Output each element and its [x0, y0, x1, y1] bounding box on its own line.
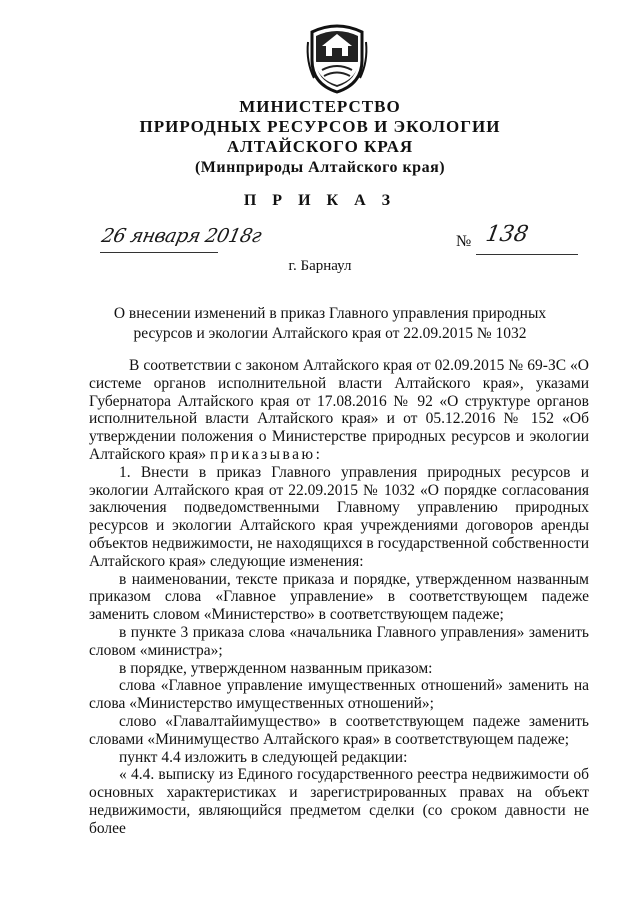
order-subject — [110, 304, 550, 344]
number-label: № — [456, 233, 472, 250]
preamble-text: В соответствии с законом Алтайского края от 02.09.2015 № 69-ЗС «О системе органов исполнительной власти Алтайского края», указами Губернатора Алтайского края от 17.08.2016 № 92 «О структуре органов исполнительной власти Алтайского края» и от 05.12.2016 № 152 «Об утверждении положения о Министерстве природных ресурсов и экологии Алтайского края» — [89, 357, 589, 463]
handwritten-date: 26 января 2018г — [99, 225, 264, 247]
date-underline — [100, 252, 218, 253]
subject-line2: ресурсов и экологии Алтайского края от 22.09.2015 № 1032 — [133, 325, 527, 342]
order-word: приказываю: — [209, 445, 323, 463]
document-body — [89, 357, 589, 838]
preamble-paragraph — [89, 357, 589, 464]
paragraph-point-4-4: пункт 4.4 изложить в следующей редакции: — [119, 748, 408, 766]
paragraph-item-1: 1. Внести в приказ Главного управления природных ресурсов и экологии Алтайского края от 22.09.2015 № 1032 «О порядке согласования заключения подведомственными Главному управлению природных ресурсов и экологии Алтайского края учреждениями договоров аренды объектов недвижимости, не находящихся в государственной собственности Алтайского края» следующие изменения: — [89, 463, 589, 570]
paragraph-procedure: в порядке, утвержденном названным приказом: — [119, 659, 433, 677]
ministry-title-line2: ПРИРОДНЫХ РЕСУРСОВ И ЭКОЛОГИИ — [139, 117, 501, 136]
order-title: П Р И К А З — [243, 192, 397, 209]
paragraph-word-replace: слово «Главалтайимущество» в соответствующем падеже заменить словами «Минимущество Алтайского края» в соответствующем падеже; — [89, 712, 589, 748]
handwritten-number: 138 — [483, 222, 531, 247]
altai-krai-coat-of-arms-icon — [304, 22, 370, 94]
paragraph-new-text: « 4.4. выписку из Единого государственного реестра недвижимости об основных характеристиках и зарегистрированных правах на объект недвижимости, являющийся предметом сделки (со сроком давности не более — [89, 766, 589, 837]
ministry-short-name: (Минприроды Алтайского края) — [194, 159, 446, 176]
number-underline — [476, 254, 578, 255]
paragraph-point-3: в пункте 3 приказа слова «начальника Главного управления» заменить словом «министра»; — [89, 623, 589, 659]
ministry-title-line1: МИНИСТЕРСТВО — [239, 97, 401, 116]
city: г. Барнаул — [288, 258, 352, 274]
paragraph-words-replace: слова «Главное управление имущественных отношений» заменить на слова «Министерство имущественных отношений»; — [89, 677, 589, 713]
paragraph-title-changes: в наименовании, тексте приказа и порядке, утвержденном названным приказом слова «Главное управление» в соответствующем падеже заменить словом «Министерство» в соответствующем падеже; — [89, 570, 589, 624]
ministry-title-line3: АЛТАЙСКОГО КРАЯ — [226, 137, 414, 156]
subject-line1: О внесении изменений в приказ Главного управления природных — [113, 305, 547, 322]
